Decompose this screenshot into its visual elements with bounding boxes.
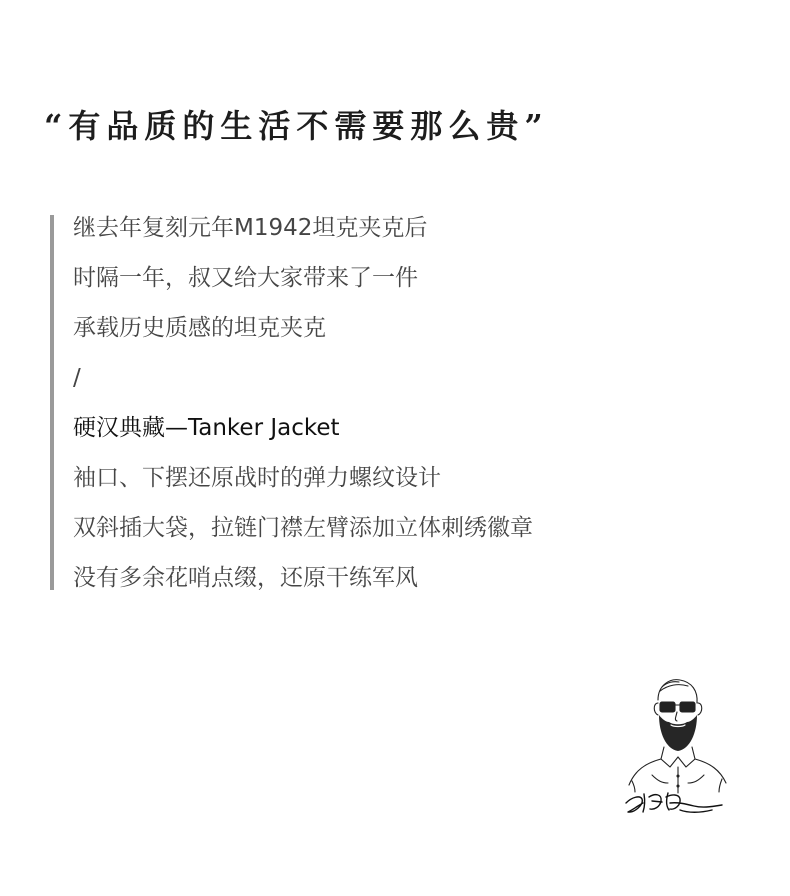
headline: “有品质的生活不需要那么贵”: [44, 107, 549, 145]
description-line: 继去年复刻元年M1942坦克夹克后: [73, 215, 428, 241]
description-line: 双斜插大袋，拉链门襟左臂添加立体刺绣徽章: [73, 515, 533, 541]
description-block: [50, 215, 690, 590]
product-name-line: 硬汉典藏—Tanker Jacket: [73, 415, 340, 441]
description-lines: [73, 215, 533, 615]
description-divider: /: [73, 365, 81, 391]
description-line: 袖口、下摆还原战时的弹力螺纹设计: [73, 465, 441, 491]
quote-bar: [50, 215, 54, 590]
bearded-man-portrait-icon: [622, 673, 732, 823]
description-line: 没有多余花哨点缀，还原干练军风: [73, 565, 418, 591]
signature-icon: [626, 793, 722, 812]
description-line: 承载历史质感的坦克夹克: [73, 315, 326, 341]
description-line: 时隔一年，叔又给大家带来了一件: [73, 265, 418, 291]
